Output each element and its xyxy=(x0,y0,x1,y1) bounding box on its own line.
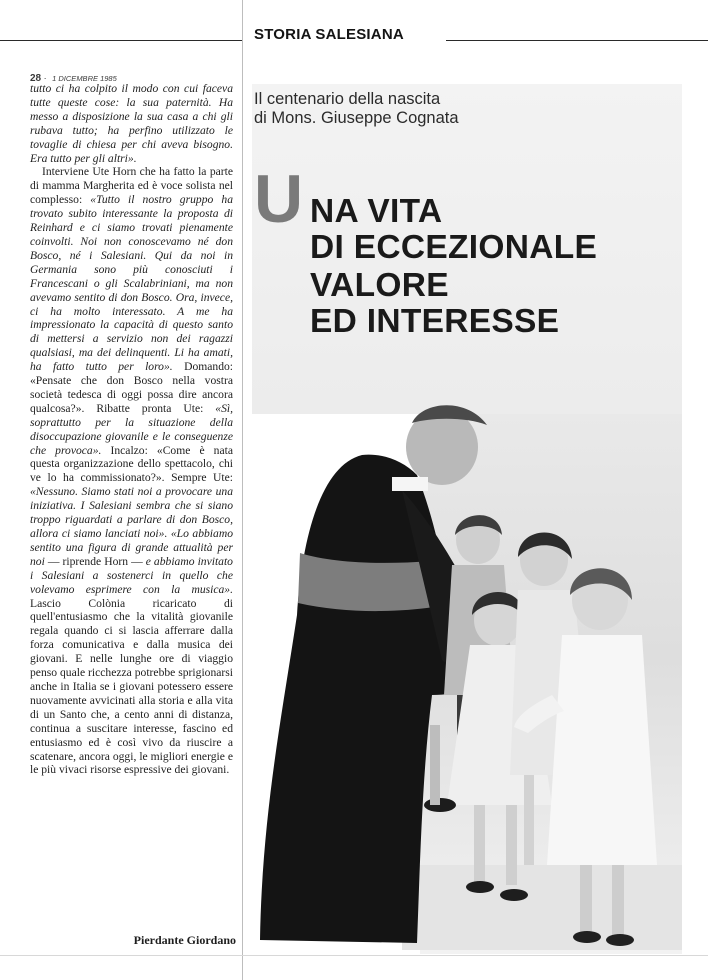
article-paragraph xyxy=(30,165,233,777)
headline-line: VALORE xyxy=(310,267,449,304)
article-text: Domando: «Pensate che don Bosco nella vostra società tedesca di oggi possa dire ancora qualcosa?». Ribatte pronta Ute: xyxy=(30,360,234,415)
headline-line: NA VITA xyxy=(310,193,443,230)
article-column xyxy=(30,82,233,777)
header-rule-right xyxy=(446,40,708,41)
subtitle-line: Il centenario della nascita xyxy=(254,90,441,108)
quote-text: e abbiamo invitato i Salesiani a sostenerci in quello che volevamo esprimere con la musica». xyxy=(30,554,233,596)
article-text: Lascio Colònia ricaricato di quell'entusiasmo che la vitalità giovanile regala quando ci si lascia afferrare dalla forza comunicativa e dalla musica dei giovani. E nelle lunghe ore di viaggio penso quale ricchezza potrebbe sprigionarsi anche in Italia se i giovani potessero essere nuovamente avvicinati alla storia e alla vita di un Santo che, a cento anni di distanza, continua a suscitare interesse, fascino ed entusiasmo ed è così vivo da riuscire a scatenare, ancora oggi, le migliori energie e le più vivaci risorse espressive dei giovani. xyxy=(30,596,233,777)
article-text: — riprende Horn — xyxy=(44,554,146,568)
quote-text: «Sì, soprattutto per la situazione della disoccupazione giovanile e le conseguenze che provoca». xyxy=(30,401,233,457)
headline-line: ED INTERESSE xyxy=(310,303,560,340)
headline-line: DI ECCEZIONALE xyxy=(310,229,598,266)
photo-bishop-with-children xyxy=(252,395,682,950)
article-paragraph xyxy=(30,82,233,165)
page-number: 28 xyxy=(30,73,42,84)
quote-text: «Tutto il nostro gruppo ha trovato subito interessante la proposta di Reinhard e ci siamo trovati pienamente coinvolti. Noi non conoscevamo né don Bosco, né i Salesiani. Qui da noi in Germania sono più conosciuti i Francescani o gli Scalabriniani, ma non avevamo sentito di don Bosco. Ora, invece, ci ha molto interessato. A me ha impressionato la capacità di questo santo di mettersi a servizio non dei ragazzi qualsiasi, ma dei delinquenti. Li ha amati, ha fatto tutto per loro». xyxy=(30,193,233,374)
article-text: Incalzo: «Come è nata questa organizzazione dello spettacolo, chi ve lo ha commissionato?». Sempre Ute: xyxy=(30,443,233,485)
page-meta: 28 · 1 DICEMBRE 1985 xyxy=(30,73,117,84)
page-date: 1 DICEMBRE 1985 xyxy=(52,74,117,83)
page-ghost-mark xyxy=(30,8,90,38)
author-byline: Pierdante Giordano xyxy=(133,933,236,947)
headline-dropcap: U xyxy=(254,161,304,237)
bottom-rule xyxy=(0,955,708,956)
column-divider xyxy=(242,0,243,980)
subtitle-line: di Mons. Giuseppe Cognata xyxy=(254,109,459,127)
quote-text: «Lo abbiamo sentito una figura di grande attualità per noi xyxy=(30,527,233,568)
header-rule-left xyxy=(0,40,242,41)
quote-text: «Nessuno. Siamo stati noi a provocare una iniziativa. I Salesiani sembra che si siano troppo riguardati a parlare di don Bosco, allora ci siamo lanciati noi». xyxy=(30,485,233,540)
section-title: STORIA SALESIANA xyxy=(254,26,404,43)
article-text: Interviene Ute Horn che ha fatto la parte di mamma Margherita ed è voce solista nel complesso: xyxy=(30,165,233,207)
feature-subtitle xyxy=(254,90,554,128)
quote-text: tutto ci ha colpito il modo con cui faceva tutte queste cose: la sua paternità. Ha messo a disposizione la sua casa a chi gli rubava tutto; ha perfino utilizzato le tovaglie di chiesa per chi aveva bisogno. Era tutto per gli altri». xyxy=(30,82,233,165)
